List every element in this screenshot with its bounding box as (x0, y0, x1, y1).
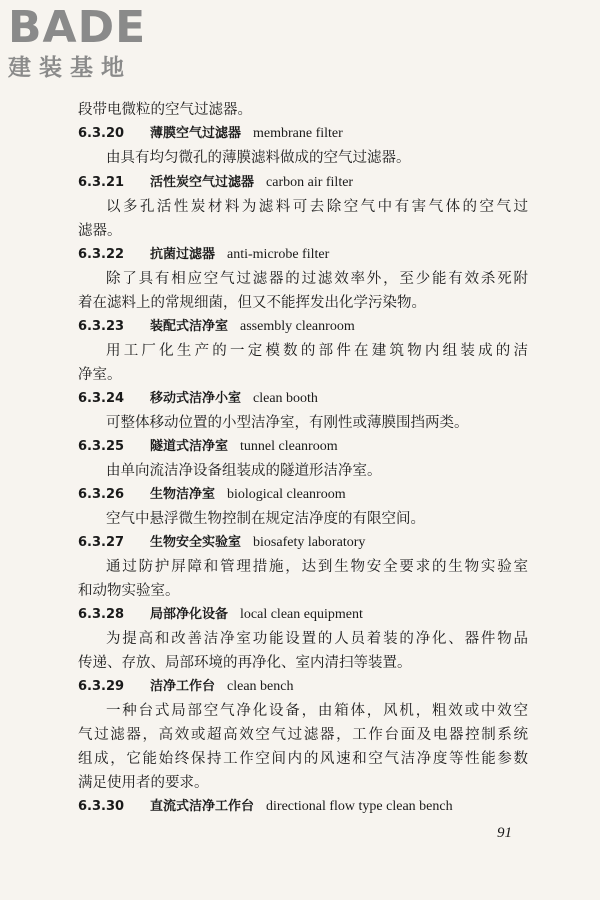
term-number: 6.3.29 (78, 679, 125, 694)
bade-logo (8, 4, 146, 82)
term-english: assembly cleanroom (240, 319, 355, 334)
term-number: 6.3.24 (78, 391, 125, 406)
term-heading-6-3-24 (78, 389, 528, 409)
term-number: 6.3.22 (78, 247, 125, 262)
term-number: 6.3.23 (78, 319, 125, 334)
term-chinese: 生物洁净室 (150, 487, 216, 502)
term-definition: 滤器。 (78, 223, 122, 239)
term-definition: 一种台式局部空气净化设备，由箱体，风机，粗效或中效空 (106, 703, 528, 719)
term-number: 6.3.20 (78, 126, 125, 141)
term-number: 6.3.25 (78, 439, 125, 454)
term-english: biological cleanroom (227, 487, 346, 502)
term-number: 6.3.30 (78, 799, 125, 814)
term-heading-6-3-23 (78, 317, 528, 337)
term-chinese: 隧道式洁净室 (150, 439, 229, 454)
term-chinese: 抗菌过滤器 (150, 247, 216, 262)
term-heading-6-3-29 (78, 677, 528, 697)
term-definition: 通过防护屏障和管理措施，达到生物安全要求的生物实验室 (106, 559, 528, 575)
term-heading-6-3-28 (78, 605, 528, 625)
term-heading-6-3-26 (78, 485, 528, 505)
logo-wordmark: BADE (8, 2, 147, 53)
term-english: biosafety laboratory (253, 535, 366, 550)
term-definition: 净室。 (78, 367, 122, 383)
term-definition: 着在滤料上的常规细菌，但又不能挥发出化学污染物。 (78, 295, 426, 311)
logo-subtitle: 建装基地 (8, 55, 132, 81)
term-definition: 气过滤器，高效或超高效空气过滤器，工作台面及电器控制系统 (78, 727, 528, 743)
term-number: 6.3.26 (78, 487, 125, 502)
term-definition: 可整体移动位置的小型洁净室，有刚性或薄膜围挡两类。 (106, 415, 469, 431)
term-english: tunnel cleanroom (240, 439, 338, 454)
term-definition: 传递、存放、局部环境的再净化、室内清扫等装置。 (78, 655, 412, 671)
term-definition: 为提高和改善洁净室功能设置的人员着装的净化、器件物品 (106, 631, 528, 647)
term-heading-6-3-22 (78, 245, 528, 265)
term-chinese: 装配式洁净室 (150, 319, 229, 334)
term-chinese: 生物安全实验室 (150, 535, 242, 550)
term-chinese: 移动式洁净小室 (150, 391, 242, 406)
term-chinese: 薄膜空气过滤器 (150, 126, 242, 141)
term-english: clean bench (227, 679, 294, 694)
term-english: directional flow type clean bench (266, 799, 453, 814)
body-line: 段带电微粒的空气过滤器。 (78, 102, 252, 118)
term-english: membrane filter (253, 126, 343, 141)
term-chinese: 活性炭空气过滤器 (150, 175, 255, 190)
term-number: 6.3.21 (78, 175, 125, 190)
term-english: local clean equipment (240, 607, 363, 622)
term-definition: 用工厂化生产的一定模数的部件在建筑物内组装成的洁 (106, 343, 528, 359)
term-chinese: 局部净化设备 (150, 607, 229, 622)
term-heading-6-3-25 (78, 437, 528, 457)
term-definition: 由单向流洁净设备组装成的隧道形洁净室。 (106, 463, 382, 479)
term-heading-6-3-20 (78, 124, 528, 144)
term-chinese: 直流式洁净工作台 (150, 799, 255, 814)
term-number: 6.3.27 (78, 535, 125, 550)
term-number: 6.3.28 (78, 607, 125, 622)
term-heading-6-3-30 (78, 797, 528, 817)
term-english: carbon air filter (266, 175, 354, 190)
term-english: clean booth (253, 391, 318, 406)
term-definition: 空气中悬浮微生物控制在规定洁净度的有限空间。 (106, 511, 425, 527)
page-number: 91 (497, 825, 512, 841)
term-heading-6-3-27 (78, 533, 528, 553)
term-definition: 组成，它能始终保持工作空间内的风速和空气洁净度等性能参数 (78, 751, 528, 767)
term-definition: 以多孔活性炭材料为滤料可去除空气中有害气体的空气过 (106, 199, 528, 215)
term-definition: 满足使用者的要求。 (78, 775, 209, 791)
term-definition: 除了具有相应空气过滤器的过滤效率外，至少能有效杀死附 (106, 271, 528, 287)
term-english: anti-microbe filter (227, 247, 330, 262)
term-definition: 由具有均匀微孔的薄膜滤料做成的空气过滤器。 (106, 150, 411, 166)
term-chinese: 洁净工作台 (150, 679, 216, 694)
term-heading-6-3-21 (78, 173, 528, 193)
term-definition: 和动物实验室。 (78, 583, 180, 599)
